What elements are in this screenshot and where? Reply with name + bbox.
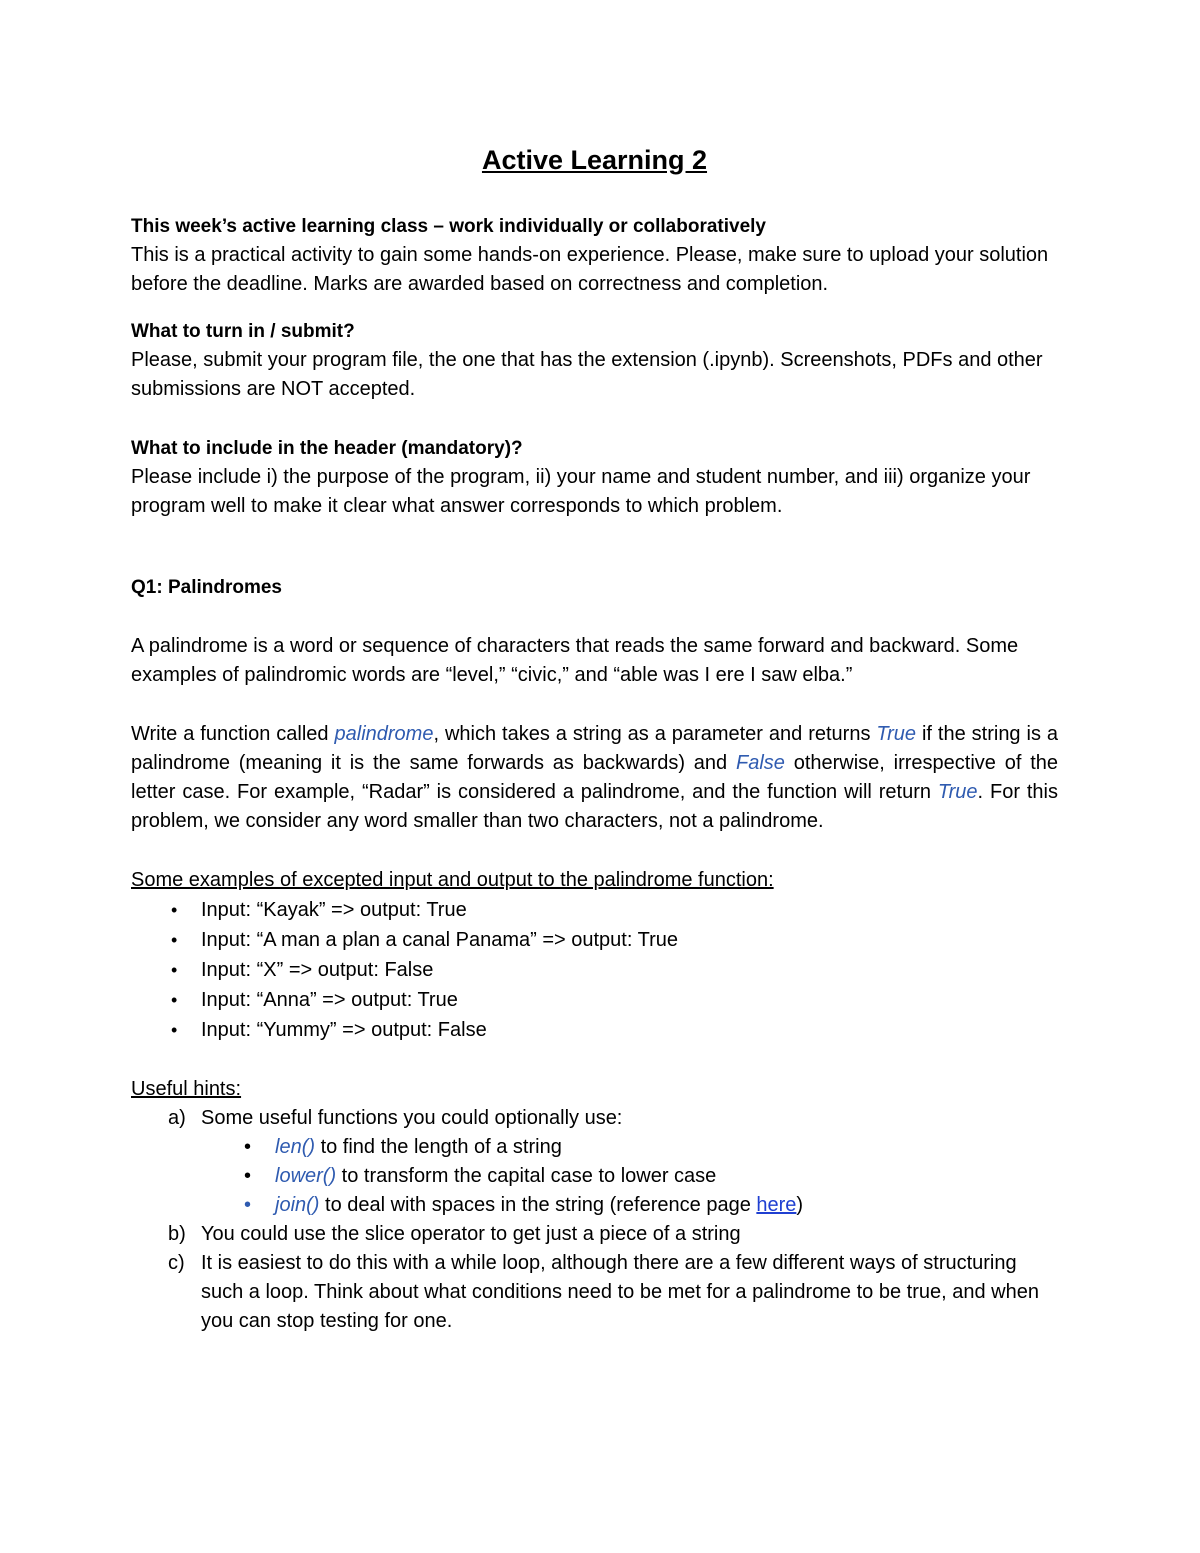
false-keyword: False: [735, 752, 785, 774]
header-info-body: Please include i) the purpose of the program, ii) your name and student number, and iii) organize your program well to make it clear what answer corresponds to which problem.: [131, 466, 1031, 517]
submit-body: Please, submit your program file, the one that has the extension (.ipynb). Screenshots, PDFs and other submissions are NOT accepted.: [131, 349, 1043, 400]
examples-list: [131, 895, 1058, 1045]
list-item: • Input: “A man a plan a canal Panama” => output: True: [131, 925, 1058, 955]
bullet-icon: •: [171, 1020, 178, 1040]
bullet-icon: •: [244, 1194, 252, 1216]
list-item: • join() to deal with spaces in the string (reference page here): [131, 1191, 1058, 1220]
intro-body: This is a practical activity to gain some hands-on experience. Please, make sure to upload your solution before the deadline. Marks are awarded based on correctness and completion.: [131, 244, 1049, 295]
submit-heading: What to turn in / submit?: [131, 321, 355, 342]
hints-list: [131, 1104, 1058, 1336]
list-item: • Input: “X” => output: False: [131, 955, 1058, 985]
task-text: . For this problem, we consider any word smaller than two characters, not a palindrome.: [131, 781, 1058, 832]
hint-text: Some useful functions you could optionally use:: [201, 1107, 623, 1129]
intro-heading: This week’s active learning class – work individually or collaboratively: [131, 216, 766, 237]
bullet-icon: •: [171, 990, 178, 1010]
hint-marker: c): [168, 1252, 185, 1274]
hint-b: [131, 1220, 1058, 1249]
q1-heading: Q1: Palindromes: [131, 577, 282, 598]
hint-text: It is easiest to do this with a while loop, although there are a few different ways of structuring such a loop. Think about what conditions need to be met for a palindrome to be true, and when you can stop testing for one.: [201, 1252, 1039, 1332]
list-item: • Input: “Kayak” => output: True: [131, 895, 1058, 925]
bullet-icon: •: [171, 930, 178, 950]
bullet-icon: •: [244, 1136, 252, 1158]
join-fn: join(): [275, 1194, 320, 1216]
lower-fn: lower(): [275, 1165, 337, 1187]
list-item: • Input: “Anna” => output: True: [131, 985, 1058, 1015]
len-fn: len(): [275, 1136, 316, 1158]
hint-c: [131, 1249, 1058, 1336]
hint-marker: b): [168, 1223, 186, 1245]
true-keyword: True: [937, 781, 978, 803]
list-item: • lower() to transform the capital case to lower case: [131, 1162, 1058, 1191]
hint-a: [131, 1104, 1058, 1220]
bullet-icon: •: [171, 960, 178, 980]
task-text: if the string is a palindrome (meaning it is the same forwards as backwards) and: [131, 723, 1059, 774]
q1-definition: A palindrome is a word or sequence of characters that reads the same forward and backward. Some examples of palindromic words are “level,” “civic,” and “able was I ere I saw elba.”: [131, 635, 1019, 686]
hints-heading: Useful hints:: [131, 1078, 242, 1100]
hint-text: You could use the slice operator to get just a piece of a string: [201, 1223, 741, 1245]
bullet-icon: •: [244, 1165, 252, 1187]
function-list: [201, 1133, 1058, 1220]
hint-marker: a): [168, 1107, 186, 1129]
page-title: Active Learning 2: [481, 145, 708, 175]
true-keyword: True: [876, 723, 917, 745]
reference-link[interactable]: here: [756, 1194, 797, 1216]
document-content: [131, 142, 1058, 1336]
list-item: • len() to find the length of a string: [131, 1133, 1058, 1162]
palindrome-fn: palindrome: [334, 723, 434, 745]
examples-heading: Some examples of excepted input and output to the palindrome function:: [131, 869, 774, 891]
header-info-heading: What to include in the header (mandatory)?: [131, 438, 523, 459]
list-item: • Input: “Yummy” => output: False: [131, 1015, 1058, 1045]
task-text: , which takes a string as a parameter and returns: [433, 723, 877, 745]
bullet-icon: •: [171, 900, 178, 920]
task-text: otherwise, irrespective of the letter case. For example, “Radar” is considered a palindrome, and the function will return: [131, 752, 1059, 803]
task-text: Write a function called: [131, 723, 335, 745]
q1-task: [131, 720, 1058, 836]
